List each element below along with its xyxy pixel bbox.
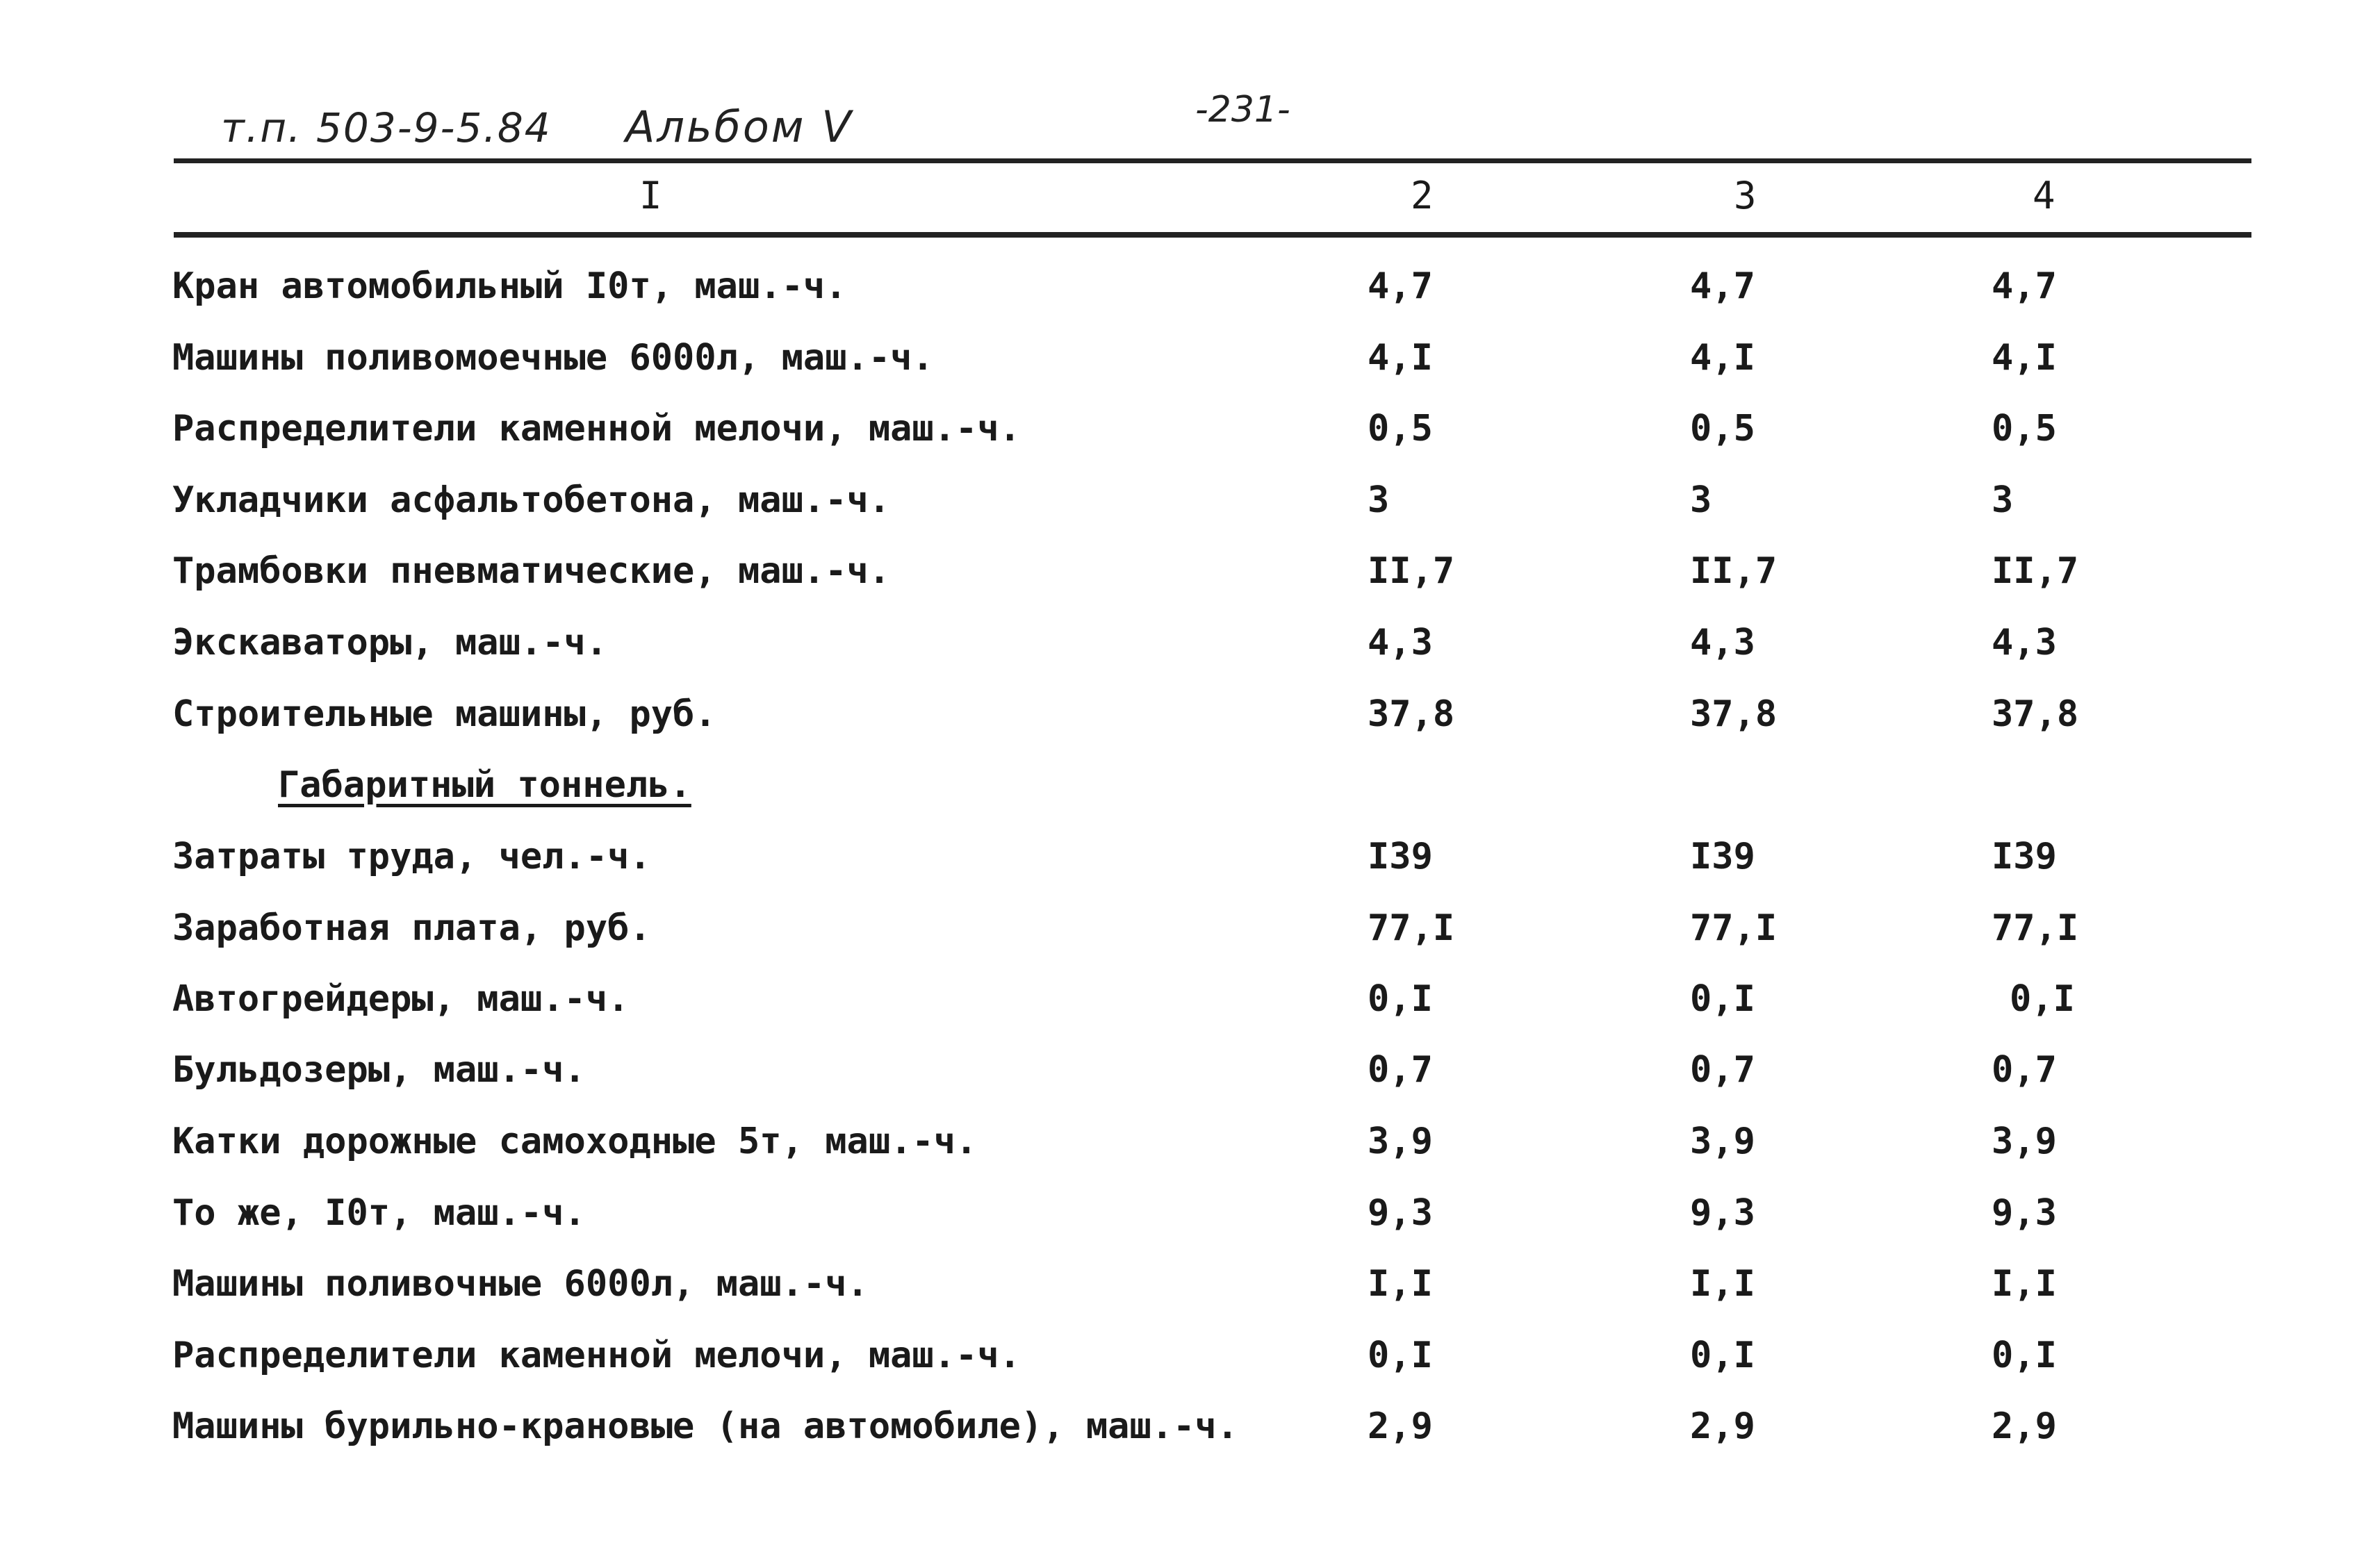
row-value-col3: I,I — [1690, 1263, 1755, 1305]
section-heading: Габаритный тоннель. — [278, 764, 691, 806]
row-value-col4: 0,I — [1992, 1335, 2057, 1376]
row-value-col2: 77,I — [1368, 907, 1455, 949]
row-value-col4: 77,I — [1992, 907, 2079, 949]
row-label: Распределители каменной мелочи, маш.-ч. — [172, 408, 1021, 449]
row-value-col4: II,7 — [1992, 550, 2079, 592]
row-label: Распределители каменной мелочи, маш.-ч. — [172, 1335, 1021, 1376]
row-value-col4: I,I — [1992, 1263, 2057, 1305]
row-value-col4: 3 — [1992, 479, 2014, 521]
row-value-col3: 3,9 — [1690, 1121, 1755, 1162]
table-top-rule — [174, 158, 2251, 163]
row-value-col2: 3,9 — [1368, 1121, 1433, 1162]
row-value-col4: 4,3 — [1992, 622, 2057, 663]
row-value-col3: 37,8 — [1690, 693, 1778, 735]
column-header-1: I — [639, 174, 662, 217]
row-label: Кран автомобильный I0т, маш.-ч. — [172, 265, 847, 307]
row-value-col4: 2,9 — [1992, 1405, 2057, 1447]
row-value-col3: 0,5 — [1690, 408, 1755, 449]
row-value-col2: 37,8 — [1368, 693, 1455, 735]
row-label: Затраты труда, чел.-ч. — [172, 836, 651, 877]
row-value-col3: II,7 — [1690, 550, 1778, 592]
row-value-col2: 4,7 — [1368, 265, 1433, 307]
row-label: Заработная плата, руб. — [172, 907, 651, 949]
row-value-col4: 9,3 — [1992, 1192, 2057, 1234]
row-value-col4: 3,9 — [1992, 1121, 2057, 1162]
row-label: То же, I0т, маш.-ч. — [172, 1192, 586, 1234]
row-value-col2: 0,I — [1368, 1335, 1433, 1376]
column-header-3: 3 — [1734, 174, 1757, 217]
row-value-col2: 4,3 — [1368, 622, 1433, 663]
row-value-col4: 4,I — [1992, 337, 2057, 379]
row-value-col4: 0,I — [2010, 978, 2075, 1020]
row-value-col3: 4,3 — [1690, 622, 1755, 663]
row-label: Строительные машины, руб. — [172, 693, 716, 735]
row-value-col2: 3 — [1368, 479, 1390, 521]
page-number: -231- — [1195, 89, 1290, 131]
row-label: Бульдозеры, маш.-ч. — [172, 1049, 586, 1091]
row-value-col2: 2,9 — [1368, 1405, 1433, 1447]
row-label: Машины поливомоечные 6000л, маш.-ч. — [172, 337, 934, 379]
album-label: Альбом V — [625, 101, 853, 152]
row-label: Машины поливочные 6000л, маш.-ч. — [172, 1263, 869, 1305]
column-header-4: 4 — [2033, 174, 2055, 217]
row-value-col3: 77,I — [1690, 907, 1778, 949]
row-value-col2: I39 — [1368, 836, 1433, 877]
row-value-col2: II,7 — [1368, 550, 1455, 592]
row-value-col4: 0,7 — [1992, 1049, 2057, 1091]
row-value-col4: 0,5 — [1992, 408, 2057, 449]
row-value-col3: 2,9 — [1690, 1405, 1755, 1447]
row-value-col2: 0,I — [1368, 978, 1433, 1020]
row-value-col4: 37,8 — [1992, 693, 2079, 735]
row-value-col4: 4,7 — [1992, 265, 2057, 307]
row-label: Экскаваторы, маш.-ч. — [172, 622, 608, 663]
row-value-col2: 4,I — [1368, 337, 1433, 379]
row-value-col3: 0,7 — [1690, 1049, 1755, 1091]
row-value-col3: 0,I — [1690, 1335, 1755, 1376]
row-label: Катки дорожные самоходные 5т, маш.-ч. — [172, 1121, 978, 1162]
row-label: Укладчики асфальтобетона, маш.-ч. — [172, 479, 891, 521]
row-value-col2: 0,5 — [1368, 408, 1433, 449]
row-value-col3: 0,I — [1690, 978, 1755, 1020]
row-value-col2: 9,3 — [1368, 1192, 1433, 1234]
row-label: Автогрейдеры, маш.-ч. — [172, 978, 630, 1020]
row-label: Машины бурильно-крановые (на автомобиле), маш.-ч. — [172, 1405, 1239, 1447]
row-value-col3: 9,3 — [1690, 1192, 1755, 1234]
column-header-2: 2 — [1411, 174, 1434, 217]
document-number: т.п. 503-9-5.84 — [221, 104, 552, 151]
row-value-col4: I39 — [1992, 836, 2057, 877]
row-value-col3: I39 — [1690, 836, 1755, 877]
row-value-col3: 4,I — [1690, 337, 1755, 379]
row-value-col3: 4,7 — [1690, 265, 1755, 307]
row-value-col2: I,I — [1368, 1263, 1433, 1305]
table-header-rule — [174, 232, 2251, 238]
row-label: Трамбовки пневматические, маш.-ч. — [172, 550, 891, 592]
row-value-col3: 3 — [1690, 479, 1712, 521]
row-value-col2: 0,7 — [1368, 1049, 1433, 1091]
